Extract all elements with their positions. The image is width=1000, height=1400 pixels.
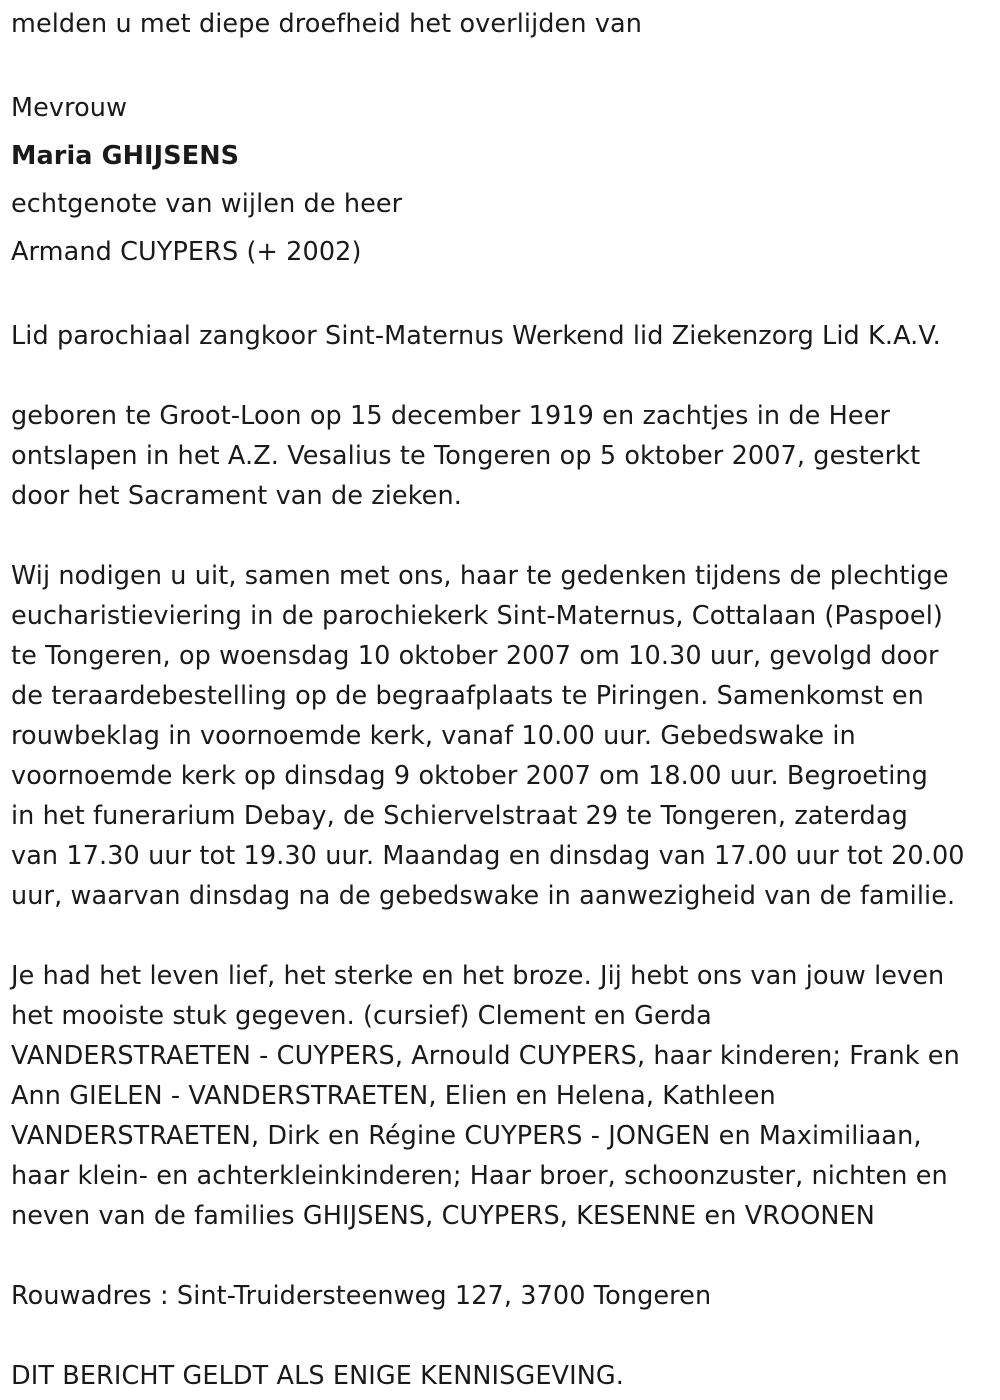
paragraph-line: door het Sacrament van de zieken.	[11, 481, 462, 511]
paragraph-line: Je had het leven lief, het sterke en het broze. Jij hebt ons van jouw leven	[11, 961, 945, 991]
paragraph-line: het mooiste stuk gegeven. (cursief) Clement en Gerda	[11, 1001, 712, 1031]
paragraph-line: eucharistieviering in de parochiekerk Sint-Maternus, Cottalaan (Paspoel)	[11, 601, 943, 631]
membership-line: Lid parochiaal zangkoor Sint-Maternus Werkend lid Ziekenzorg Lid K.A.V.	[11, 321, 941, 351]
paragraph-line: geboren te Groot-Loon op 15 december 1919 en zachtjes in de Heer	[11, 401, 891, 431]
spacer	[11, 916, 991, 956]
obituary-document	[11, 0, 991, 1396]
birth-death-paragraph	[11, 396, 991, 516]
paragraph-line: voornoemde kerk op dinsdag 9 oktober 2007 om 18.00 uur. Begroeting	[11, 761, 928, 791]
paragraph-line: Ann GIELEN - VANDERSTRAETEN, Elien en Helena, Kathleen	[11, 1081, 776, 1111]
intro-line: melden u met diepe droefheid het overlijden van	[11, 9, 642, 39]
spacer	[11, 276, 991, 316]
spouse-line-2: Armand CUYPERS (+ 2002)	[11, 237, 362, 267]
spouse-line-1: echtgenote van wijlen de heer	[11, 189, 403, 219]
paragraph-line: haar klein- en achterkleinkinderen; Haar broer, schoonzuster, nichten en	[11, 1161, 948, 1191]
paragraph-line: van 17.30 uur tot 19.30 uur. Maandag en dinsdag van 17.00 uur tot 20.00	[11, 841, 965, 871]
paragraph-line: de teraardebestelling op de begraafplaats te Piringen. Samenkomst en	[11, 681, 924, 711]
paragraph-line: VANDERSTRAETEN, Dirk en Régine CUYPERS - JONGEN en Maximiliaan,	[11, 1121, 922, 1151]
notice-line: DIT BERICHT GELDT ALS ENIGE KENNISGEVING.	[11, 1361, 624, 1391]
deceased-name: Maria GHIJSENS	[11, 141, 240, 171]
paragraph-line: ontslapen in het A.Z. Vesalius te Tongeren op 5 oktober 2007, gesterkt	[11, 441, 921, 471]
spacer	[11, 356, 991, 396]
spacer	[11, 516, 991, 556]
paragraph-line: Wij nodigen u uit, samen met ons, haar te gedenken tijdens de plechtige	[11, 561, 949, 591]
paragraph-line: rouwbeklag in voornoemde kerk, vanaf 10.00 uur. Gebedswake in	[11, 721, 856, 751]
paragraph-line: in het funerarium Debay, de Schiervelstraat 29 te Tongeren, zaterdag	[11, 801, 908, 831]
title-line: Mevrouw	[11, 93, 128, 123]
address-line: Rouwadres : Sint-Truidersteenweg 127, 3700 Tongeren	[11, 1281, 712, 1311]
paragraph-line: uur, waarvan dinsdag na de gebedswake in aanwezigheid van de familie.	[11, 881, 956, 911]
family-paragraph	[11, 956, 991, 1236]
paragraph-line: VANDERSTRAETEN - CUYPERS, Arnould CUYPERS, haar kinderen; Frank en	[11, 1041, 960, 1071]
paragraph-line: neven van de families GHIJSENS, CUYPERS, KESENNE en VROONEN	[11, 1201, 875, 1231]
spacer	[11, 1316, 991, 1356]
paragraph-line: te Tongeren, op woensdag 10 oktober 2007 om 10.30 uur, gevolgd door	[11, 641, 939, 671]
ceremony-paragraph	[11, 556, 991, 916]
spacer	[11, 1236, 991, 1276]
spacer	[11, 44, 991, 84]
